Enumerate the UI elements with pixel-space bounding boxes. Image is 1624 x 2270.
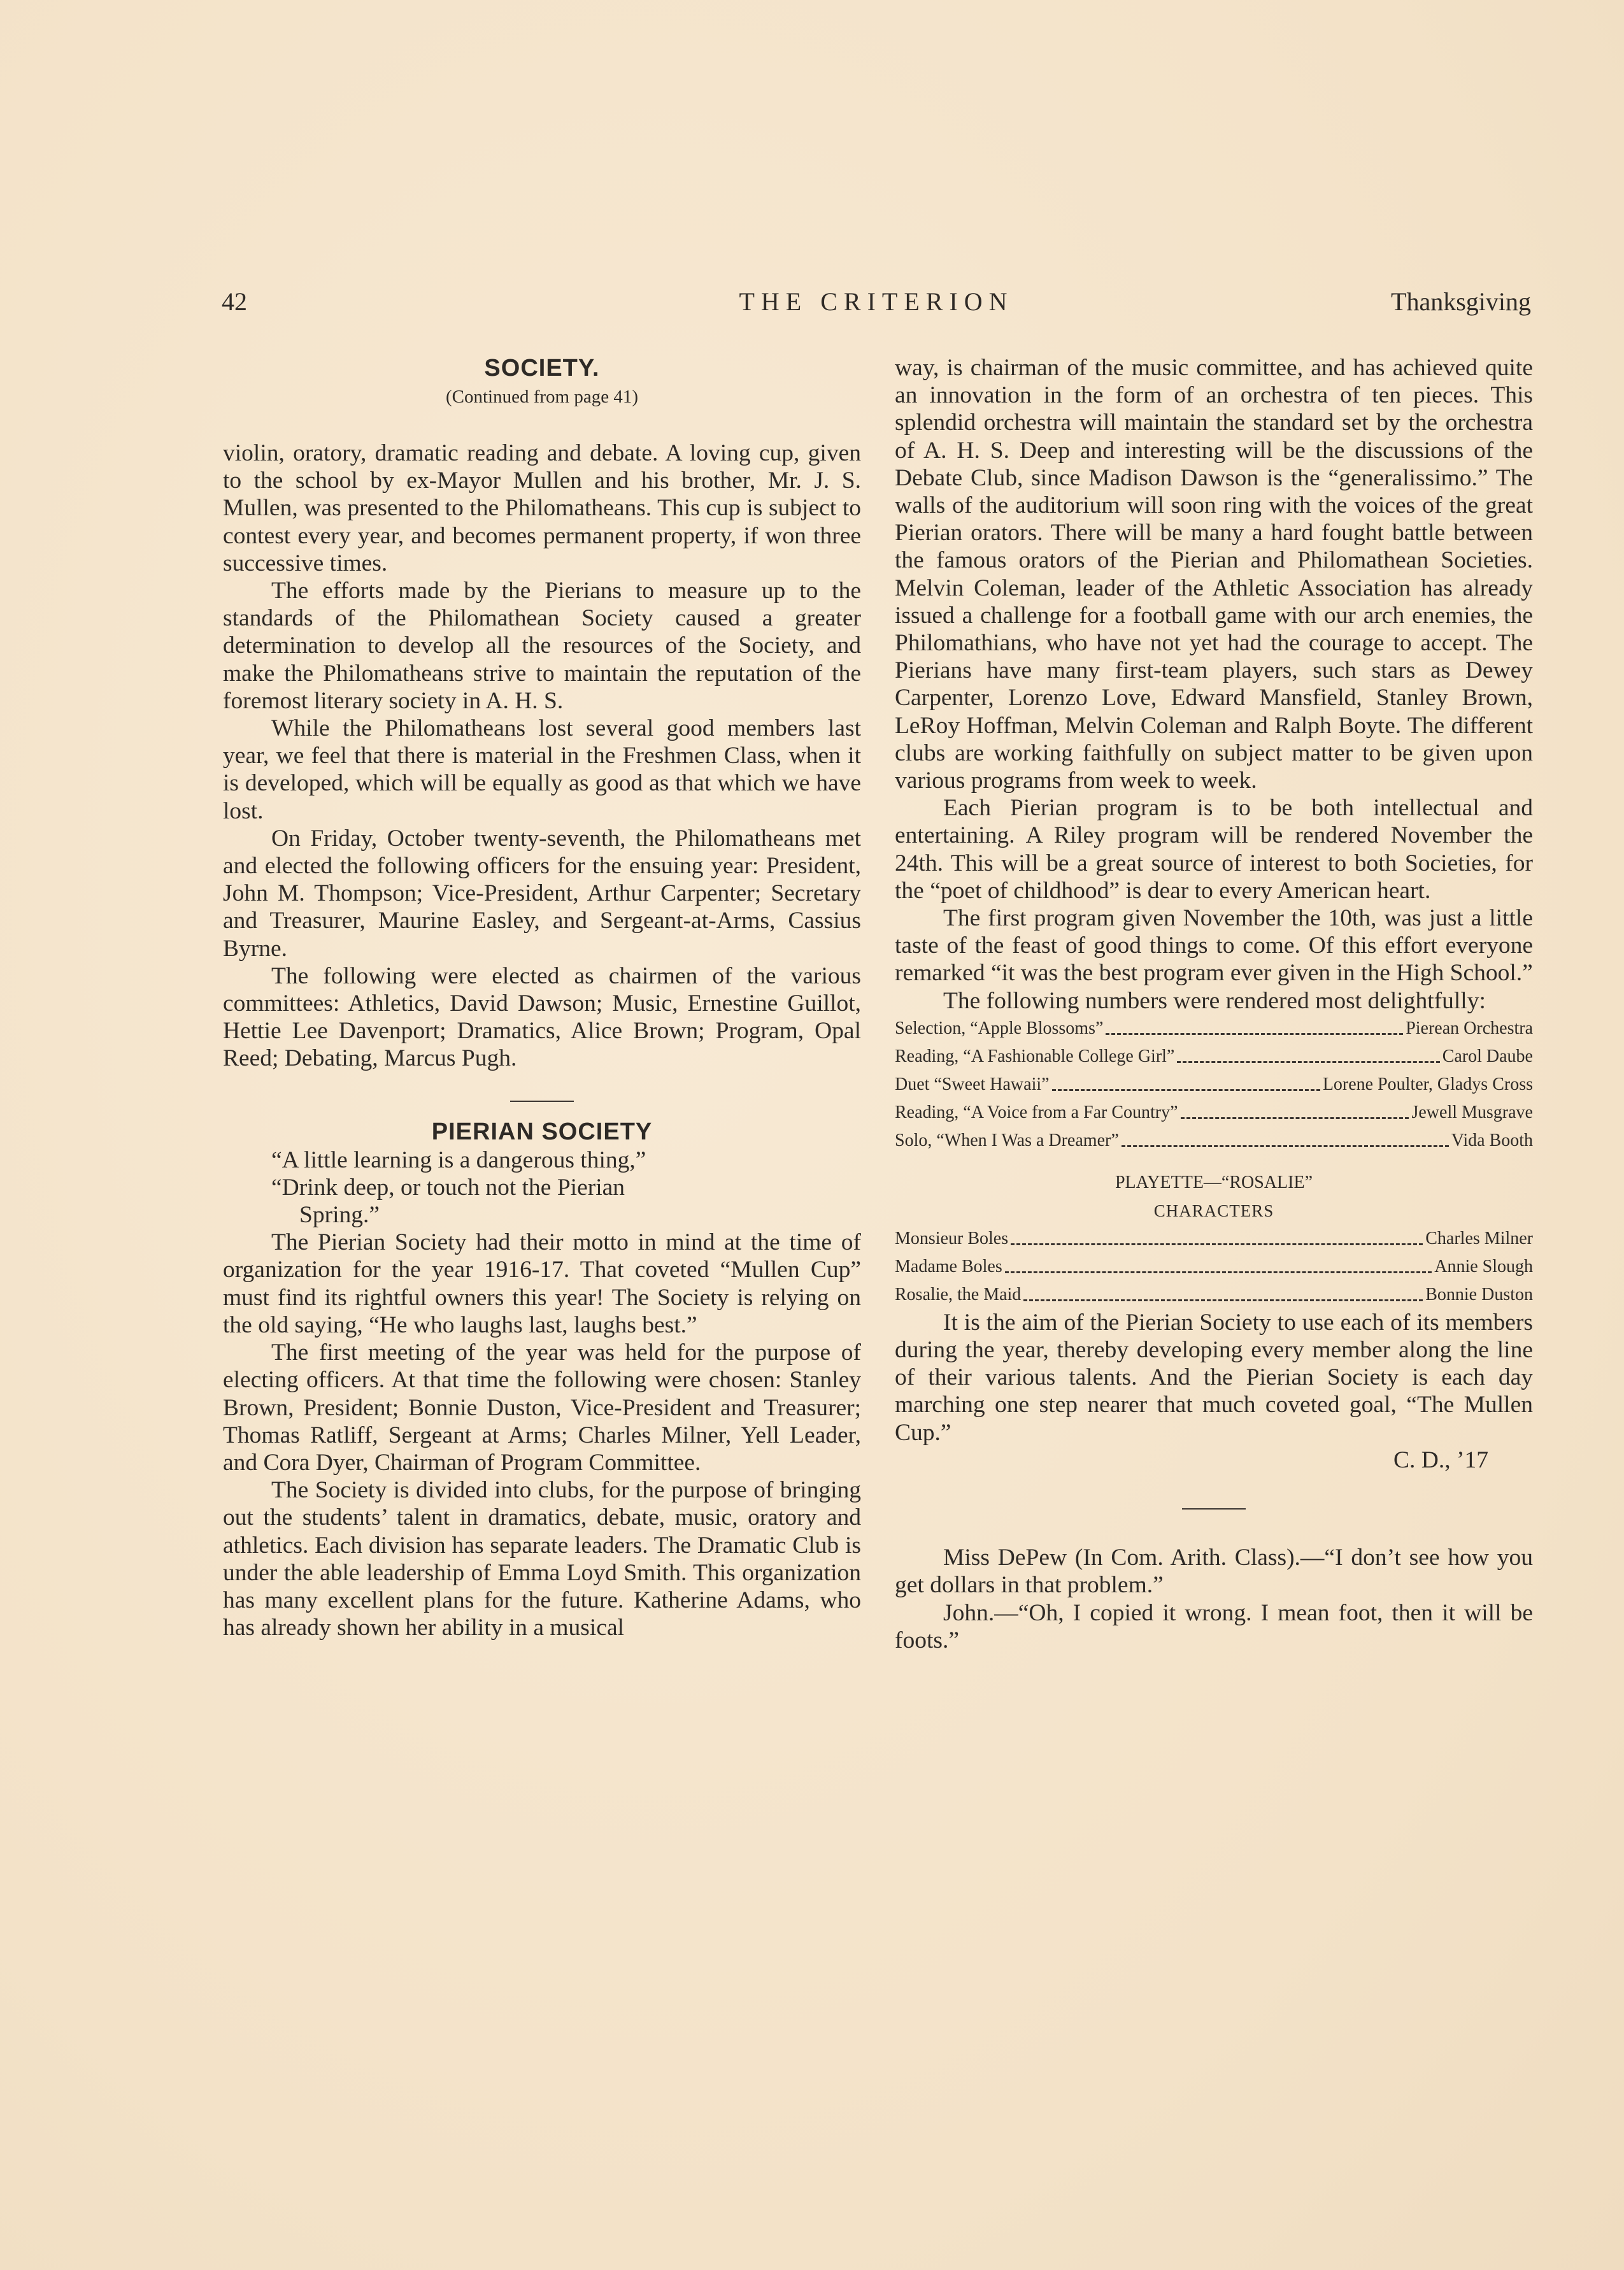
paragraph: The following were elected as chairmen of the various committees: Athletics, David Dawson; Music, Ernestine Guillot, Hettie Lee Davenport; Dramatics, Alice Brown; Program, Opal Reed; Debating, Marcus Pugh. [223, 962, 861, 1072]
program-item: Selection, “Apple Blossoms” Pierean Orchestra [895, 1015, 1533, 1043]
publication-title: THE CRITERION [739, 287, 1014, 316]
paragraph: way, is chairman of the music committee, and has achieved quite an innovation in the form of an orchestra of ten pieces. This splendid orchestra will maintain the standard set by the orchestra of A. H. S. Deep and interesting will be the discussions of the Debate Club, since Madison Dawson is the “generalissimo.” The walls of the auditorium will soon ring with the voices of the great Pierian orators. There will be many a hard fought battle between the famous orators of the Pierian and Philomathean Societies. Melvin Coleman, leader of the Athletic Association has already issued a challenge for a football game with our arch enemies, the Philomathians, who have not yet had the courage to accept. The Pierians have many first-team players, such stars as Dewey Carpenter, Lorenzo Love, Edward Mansfield, Stanley Brown, LeRoy Hoffman, Melvin Coleman and Ralph Boyte. The different clubs are working faithfully on subject matter to be given upon various programs from week to week. [895, 355, 1533, 794]
playette-title: PLAYETTE—“ROSALIE” [1115, 1172, 1313, 1192]
issue-name: Thanksgiving [1391, 287, 1531, 316]
paragraph: violin, oratory, dramatic reading and debate. A loving cup, given to the school by ex-Mayor Mullen and his brother, Mr. J. S. Mullen, was presented to the Philomatheans. This cup is subject to contest every year, and becomes permanent property, if won three successive times. [223, 440, 861, 576]
motto-line: “A little learning is a dangerous thing,” [271, 1146, 646, 1173]
paragraph: The first meeting of the year was held for the purpose of electing officers. At that time the following were chosen: Stanley Brown, President; Bonnie Duston, Vice-President and Treasurer; Thomas Ratliff, Sergeant at Arms; Charles Milner, Yell Leader, and Cora Dyer, Chairman of Program Committee. [223, 1339, 861, 1476]
joke-line: John.—“Oh, I copied it wrong. I mean foot, then it will be foots.” [895, 1599, 1533, 1653]
paragraph: While the Philomatheans lost several good members last year, we feel that there is material in the Freshmen Class, when it is developed, which will be equally as good as that which we have lost. [223, 715, 861, 824]
program-list [895, 1015, 1533, 1155]
paragraph: The Pierian Society had their motto in mind at the time of organization for the year 1916-17. That coveted “Mullen Cup” must find its rightful owners this year! The Society is relying on the old saying, “He who laughs last, laughs best.” [223, 1229, 861, 1338]
paragraph: The Society is divided into clubs, for the purpose of bringing out the students’ talent in dramatics, debate, music, oratory and athletics. Each division has separate leaders. The Dramatic Club is under the able leadership of Emma Loyd Smith. This organization has many excellent plans for the future. Katherine Adams, who has already shown her ability in a musical [223, 1477, 861, 1641]
section-divider [1182, 1508, 1246, 1510]
paragraph: The efforts made by the Pierians to measure up to the standards of the Philomathean Society caused a greater determination to develop all the resources of the Society, and make the Philomatheans strive to maintain the reputation of the foremost literary society in A. H. S. [223, 578, 861, 714]
page-number: 42 [222, 287, 247, 316]
right-column [895, 354, 1533, 1654]
running-head [222, 287, 1531, 325]
paragraph: The following numbers were rendered most delightfully: [943, 987, 1486, 1014]
cast-list [895, 1225, 1533, 1309]
joke-line: Miss DePew (In Com. Arith. Class).—“I don’t see how you get dollars in that problem.” [895, 1545, 1533, 1599]
program-item: Duet “Sweet Hawaii” Lorene Poulter, Gladys Cross [895, 1071, 1533, 1099]
motto-line: Spring.” [299, 1202, 380, 1229]
program-item: Solo, “When I Was a Dreamer” Vida Booth [895, 1127, 1533, 1155]
cast-item: Rosalie, the Maid Bonnie Duston [895, 1281, 1533, 1309]
paragraph: The first program given November the 10th, was just a little taste of the feast of good things to come. Of this effort everyone remarked “it was the best program ever given in the High School.” [895, 905, 1533, 987]
society-heading: SOCIETY. [484, 355, 600, 382]
continued-note: (Continued from page 41) [445, 387, 638, 407]
section-divider [510, 1101, 574, 1102]
paragraph: On Friday, October twenty-seventh, the Philomatheans met and elected the following officers for the ensuing year: President, John M. Thompson; Vice-President, Arthur Carpenter; Secretary and Treasurer, Maurine Easley, and Sergeant-at-Arms, Cassius Byrne. [223, 825, 861, 962]
paragraph: It is the aim of the Pierian Society to use each of its members during the year, thereby developing every member along the line of their various talents. And the Pierian Society is each day marching one step nearer that much coveted goal, “The Mullen Cup.” [895, 1309, 1533, 1446]
program-item: Reading, “A Fashionable College Girl” Carol Daube [895, 1043, 1533, 1071]
motto-line: “Drink deep, or touch not the Pierian [271, 1174, 625, 1201]
paragraph: Each Pierian program is to be both intellectual and entertaining. A Riley program will be rendered November the 24th. This will be a great source of interest to both Societies, for the “poet of childhood” is dear to every American heart. [895, 795, 1533, 904]
left-column [223, 353, 861, 1641]
cast-item: Madame Boles Annie Slough [895, 1253, 1533, 1281]
cast-item: Monsieur Boles Charles Milner [895, 1225, 1533, 1253]
pierian-heading: PIERIAN SOCIETY [431, 1118, 653, 1145]
signature: C. D., ’17 [1393, 1446, 1488, 1473]
characters-heading: CHARACTERS [1153, 1201, 1274, 1220]
program-item: Reading, “A Voice from a Far Country” Jewell Musgrave [895, 1099, 1533, 1127]
